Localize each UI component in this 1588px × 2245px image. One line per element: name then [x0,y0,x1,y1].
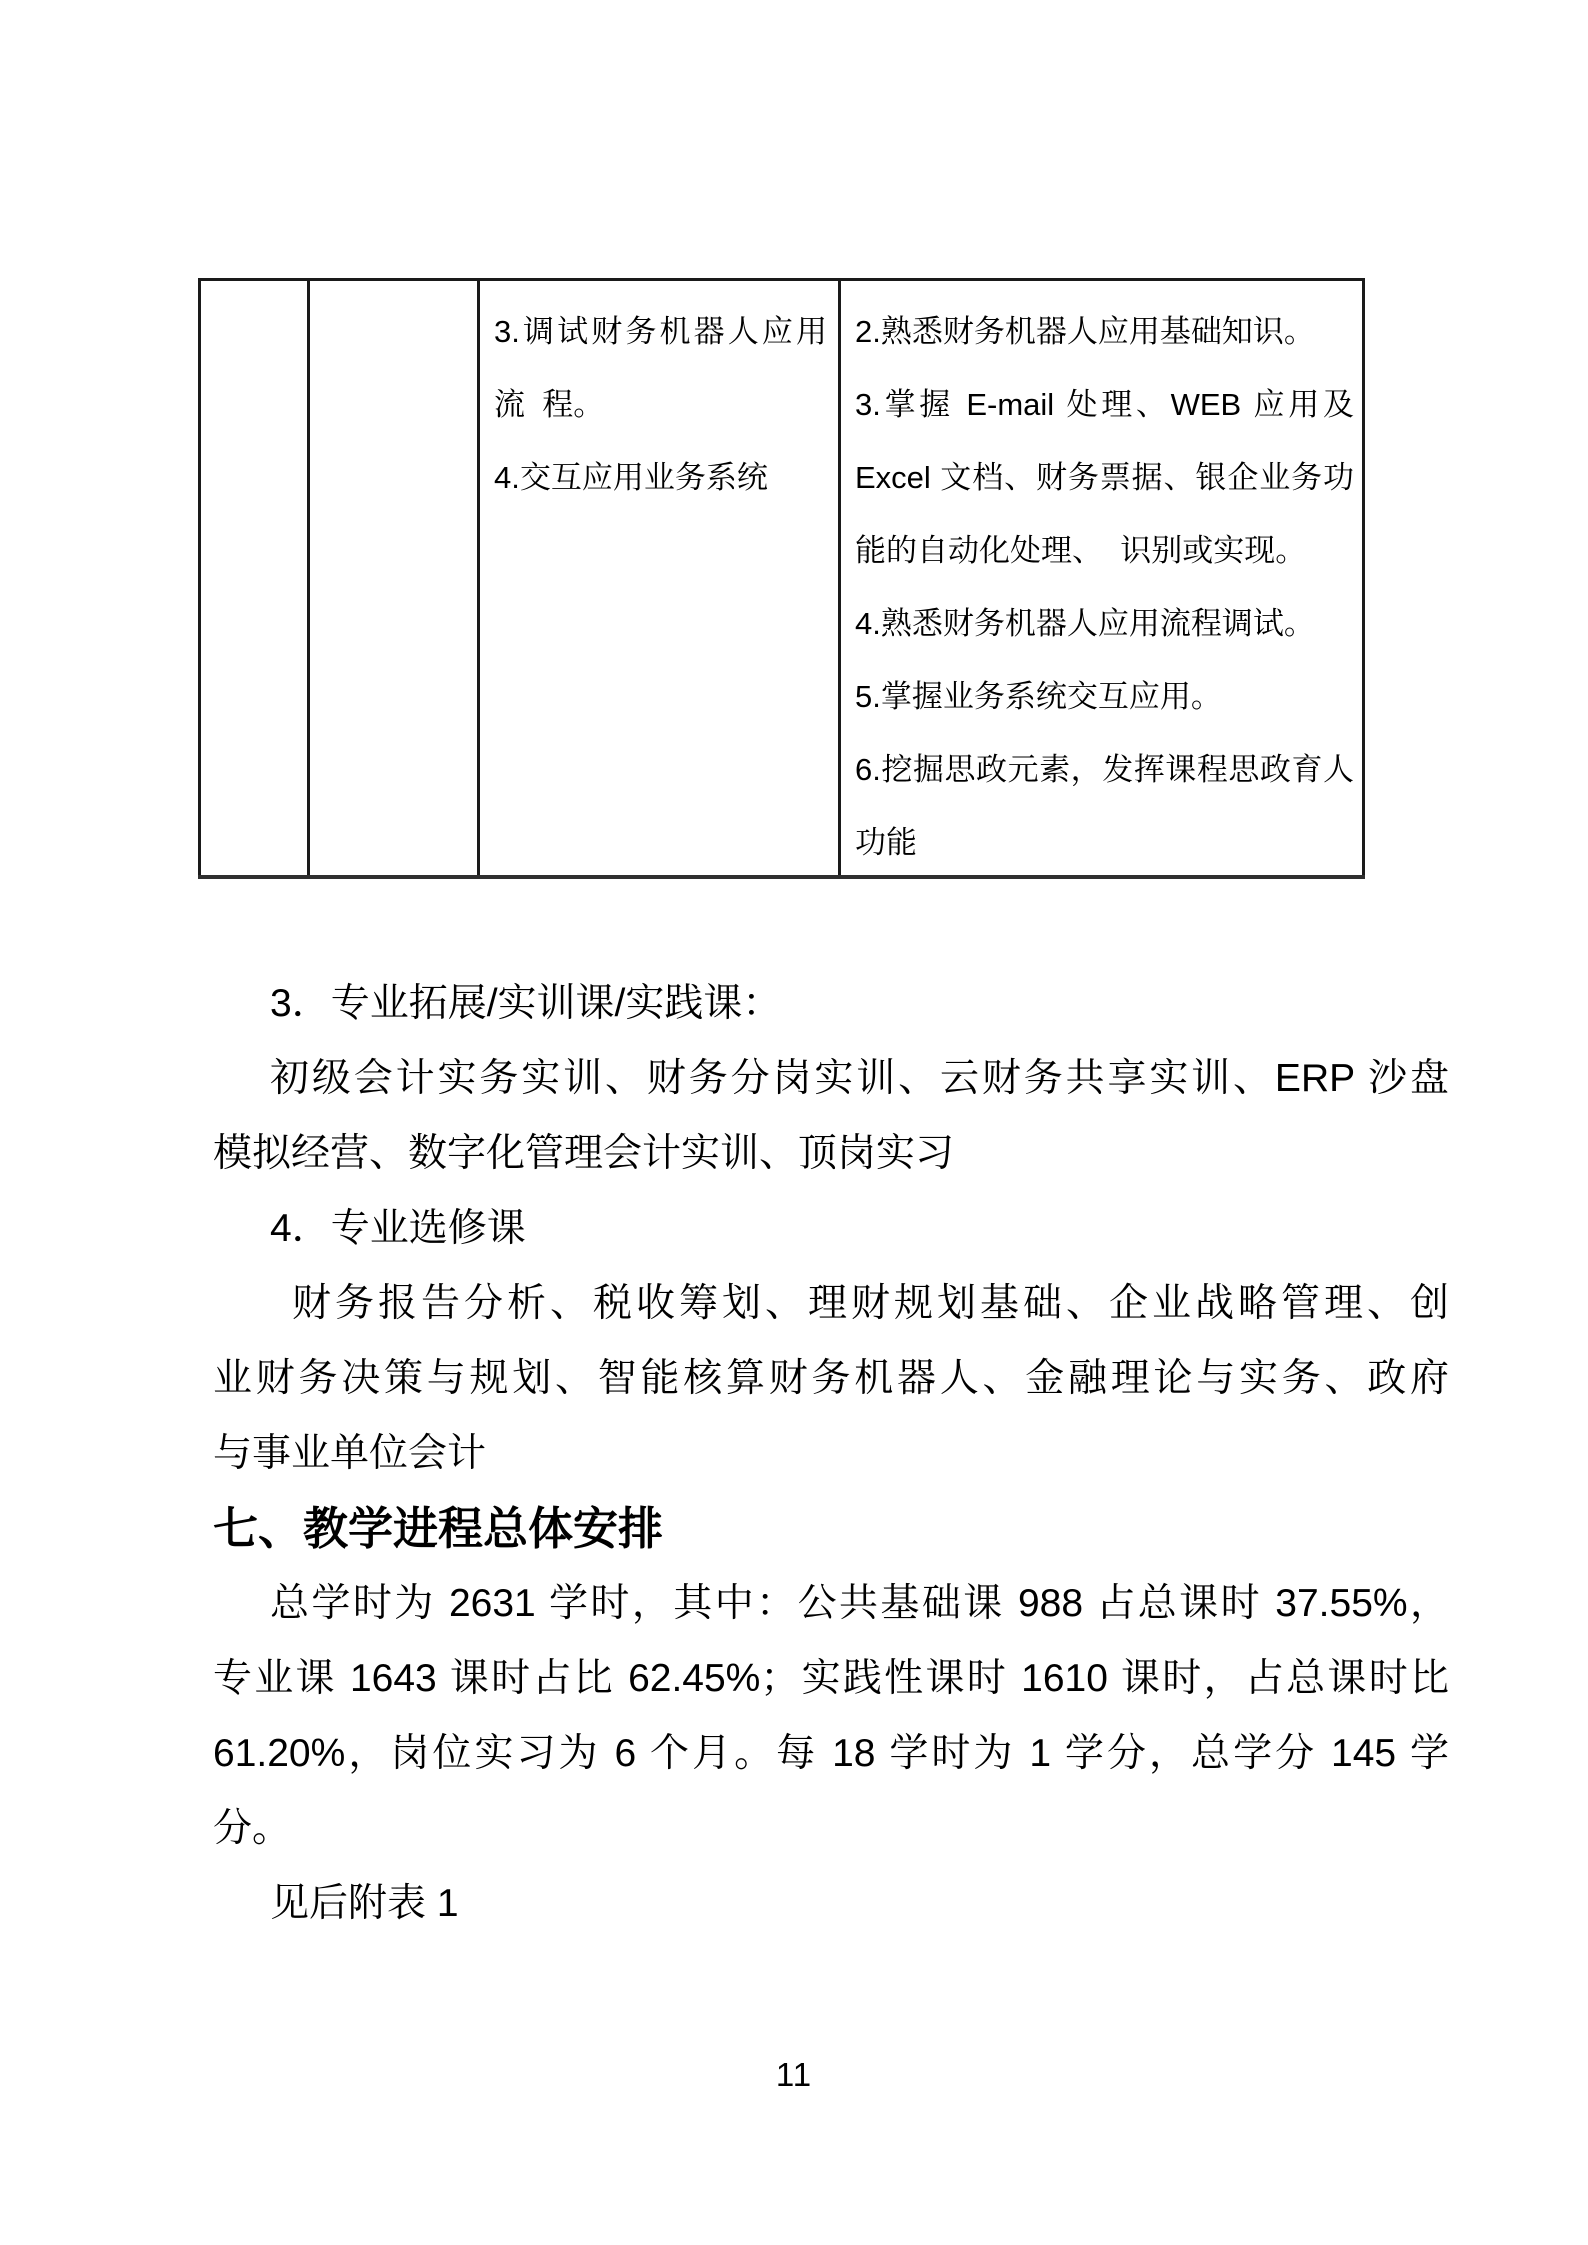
page-number: 11 [775,2056,813,2093]
course-table [198,278,1365,879]
table-border [1362,281,1365,875]
body-line: 财务报告分析、税收筹划、理财规划基础、企业战略管理、创 [292,1282,1449,1325]
table-text-line: 4.交互应用业务系统 [494,460,768,495]
body-line: 专业课 1643 课时占比 62.45%；实践性课时 1610 课时，占总课时比 [213,1657,1449,1700]
section-heading: 七、教学进程总体安排 [213,1503,664,1554]
body-line: 3．专业拓展/实训课/实践课： [270,982,782,1025]
table-text-line: 5.掌握业务系统交互应用。 [855,679,1222,714]
body-line: 4．专业选修课 [270,1207,526,1250]
body-line: 模拟经营、数字化管理会计实训、顶岗实习 [213,1132,955,1175]
document-body-text [213,966,1449,1941]
table-border [307,281,310,875]
table-text-line: 3.调试财务机器人应用 [494,314,827,349]
table-cell-requirements-column [841,281,1362,875]
table-text-line: 6.挖掘思政元素，发挥课程思政育人 [855,752,1354,787]
body-line: 业财务决策与规划、智能核算财务机器人、金融理论与实务、政府 [213,1357,1449,1400]
table-text-line: Excel 文档、财务票据、银企业务功 [855,460,1354,495]
table-text-line: 3.掌握 E-mail 处理、WEB 应用及 [855,387,1354,422]
table-text-line: 2.熟悉财务机器人应用基础知识。 [855,314,1315,349]
body-line: 分。 [213,1807,292,1850]
table-text-line: 4.熟悉财务机器人应用流程调试。 [855,606,1315,641]
body-line: 见后附表 1 [270,1882,459,1925]
table-cell-content-column [480,281,835,875]
body-line: 总学时为 2631 学时，其中：公共基础课 988 占总课时 37.55%， [270,1582,1449,1625]
table-border [198,281,201,875]
body-line: 与事业单位会计 [213,1432,487,1475]
body-line: 初级会计实务实训、财务分岗实训、云财务共享实训、ERP 沙盘 [270,1057,1449,1100]
body-line: 61.20%，岗位实习为 6 个月。每 18 学时为 1 学分，总学分 145 学 [213,1732,1449,1775]
table-text-line: 功能 [855,825,917,860]
table-text-line: 能的自动化处理、 识别或实现。 [855,533,1307,568]
table-text-line: 流 程。 [494,387,605,422]
